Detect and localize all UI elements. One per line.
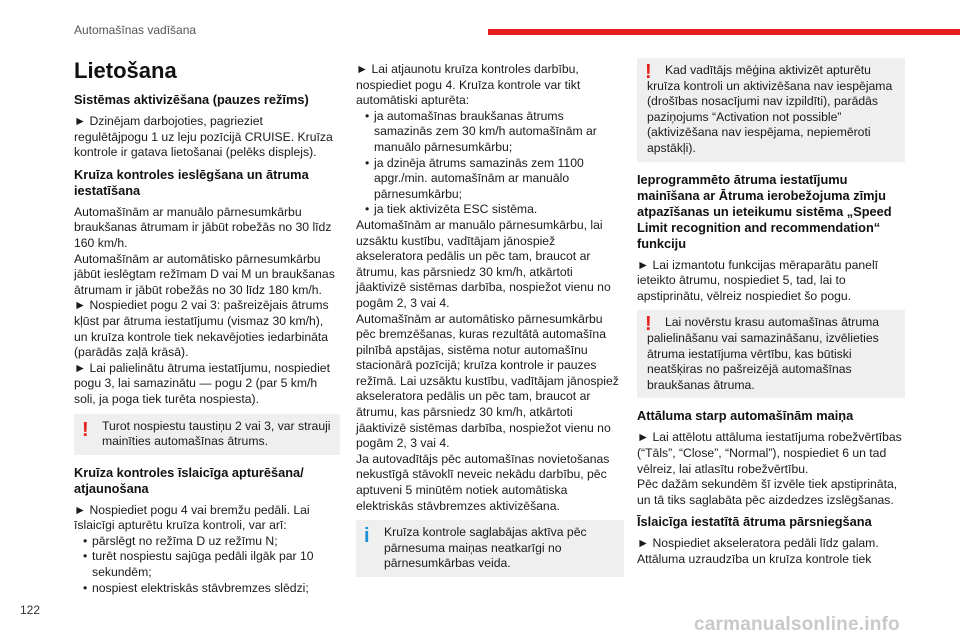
page-title: Lietošana	[74, 58, 177, 83]
warning-icon: !	[645, 61, 652, 83]
heading-activation: Sistēmas aktivizēšana (pauzes režīms)	[74, 92, 309, 107]
list-item: • ja tiek aktivizēta ESC sistēma.	[365, 202, 624, 218]
info-note-memory	[356, 520, 624, 577]
list-item: • ja dzinēja ātrums samazinās zem 1100 apgr./min. automašīnām ar manuālo pārnesumkārbu;	[365, 156, 624, 203]
list-item: • pārslēgt no režīma D uz režīmu N;	[83, 534, 340, 550]
warning-note-text: palielināšanu vai samazināšanu, izvēlieties ātruma iestatījuma vērtību, kas būtiski neatšķiras no pašreizējā automašīnas braukšanas ātruma.	[647, 330, 879, 392]
paragraph-exceed: ► Nospiediet akseleratora pedāli līdz galam. Attāluma uzraudzība un kruīza kontrole tiek	[637, 536, 879, 566]
info-icon: i	[364, 525, 370, 548]
warning-icon: !	[82, 418, 89, 441]
heading-speed-limit: Ieprogrammēto ātruma iestatījumu mainīšana ar Ātruma ierobežojuma zīmju atpazīšanas un ieteikumu sistēma „Speed Limit recognition and recommendation“ funkciju	[637, 171, 892, 251]
column-3	[637, 52, 905, 572]
paragraph-setting: Automašīnām ar manuālo pārnesumkārbu braukšanas ātrumam ir jābūt robežās no 30 līdz 160 km/h. Automašīnām ar automātisko pārnesumkārbu jābūt ieslēgtam režīmam D vai M un braukšanas ātrumam ir jābūt robežās no 30 līdz 180 km/h. ► Nospiediet pogu 2 vai 3: pašreizējais ātrums kļūst par ātruma iestatījumu (vismaz 30 km/h), un kruīza kontrole tiek nekavējoties iedarbināta (parādās zaļā krāsā). ► Lai palielinātu ātruma iestatījumu, nospiediet pogu 3, lai samazinātu — pogu 2 (par 5 km/h soli, ja poga tiek turēta nospiesta).	[74, 204, 335, 406]
paragraph-resume: ► Lai atjaunotu kruīza kontroles darbību, nospiediet pogu 4. Kruīza kontrole var tikt automātiski apturēta:	[356, 62, 581, 108]
warning-note-attempt	[637, 58, 905, 162]
header-accent-bar	[488, 29, 960, 35]
warning-note-firstline: Lai novērstu krasu automašīnas ātruma	[665, 315, 880, 330]
paragraph-transmission: Automašīnām ar manuālo pārnesumkārbu, lai uzsāktu kustību, vadītājam jānospiež akseleratora pedālis un pēc tam, braucot ar ātrumu, kas pārsniedz 30 km/h, atkārtoti jāaktivizē sistēmas darbība, nospiežot vienu no pogām 2, 3 vai 4. Automašīnām ar automātisko pārnesumkārbu pēc bremzēšanas, kuras rezultātā automašīna pilnībā apstājas, sistēma notur automašīnu stacionārā pozīcijā; kruīza kontrole ir pauzes režīmā. Lai uzsāktu kustību, vadītājam jānospiež akseleratora pedālis un pēc tam, braucot ar ātrumu, kas pārsniedz 30 km/h, atkārtoti jāaktivizē sistēmas darbība, nospiežot vienu no pogām 2, 3 vai 4. Ja autovadītājs pēc automašīnas novietošanas nekustīgā stāvoklī neveic nekādu darbību, pēc aptuveni 5 minūtēm notiek automātiska elektriskās stāvbremzes aktivizēšana.	[356, 217, 619, 513]
list-item: • turēt nospiestu sajūga pedāli ilgāk par 10 sekundēm;	[83, 549, 340, 580]
heading-setting: Kruīza kontroles ieslēgšana un ātruma iestatīšana	[74, 166, 309, 198]
paragraph-speed-limit: ► Lai izmantotu funkcijas mēraparātu panelī ieteikto ātrumu, nospiediet 5, tad, lai to apstiprinātu, vēlreiz nospiediet šo pogu.	[637, 257, 879, 303]
warning-icon: !	[645, 313, 652, 336]
info-note-text: Kruīza kontrole saglabājas aktīva pēc pārnesuma maiņas neatkarīgi no pārnesumkārbas veida.	[384, 525, 587, 571]
running-header: Automašīnas vadīšana	[74, 23, 197, 37]
warning-note-firstline: Kad vadītājs mēģina aktivizēt apturētu	[665, 63, 871, 77]
heading-pause: Kruīza kontroles īslaicīga apturēšana/ atjaunošana	[74, 464, 304, 496]
column-1	[74, 52, 340, 596]
column-2	[356, 62, 624, 587]
warning-note-text: kruīza kontroli un aktivizēšana nav iespējama (drošības nosacījumi nav izpildīti), parādās paziņojums “Activation not possible” (aktivizēšana nav iespējama, nepiemēroti apstākļi).	[647, 78, 893, 155]
list-auto-pause	[365, 109, 624, 218]
list-item: • nospiest elektriskās stāvbremzes slēdzi;	[83, 581, 340, 597]
warning-note-hold	[74, 414, 340, 455]
list-pause	[83, 534, 340, 596]
paragraph-pause: ► Nospiediet pogu 4 vai bremžu pedāli. Lai īslaicīgi apturētu kruīza kontroli, var arī:	[74, 502, 310, 533]
warning-note-change	[637, 310, 905, 398]
paragraph-activation: ► Dzinējam darbojoties, pagrieziet regulētājpogu 1 uz leju pozīcijā CRUISE. Kruīza kontrole ir gatava lietošanai (pelēks displejs).	[74, 114, 333, 160]
list-item: • ja automašīnas braukšanas ātrums samazinās zem 30 km/h automašīnām ar manuālo pārnesumkārbu;	[365, 109, 624, 156]
warning-note-text: Turot nospiestu taustiņu 2 vai 3, var strauji mainīties automašīnas ātrums.	[102, 418, 331, 449]
watermark: carmanualsonline.info	[694, 614, 900, 635]
page-number: 122	[20, 603, 41, 617]
heading-distance: Attāluma starp automašīnām maiņa	[637, 408, 854, 424]
paragraph-distance: ► Lai attēlotu attāluma iestatījuma robežvērtības (“Tāls”, “Close”, “Normal”), nospiediet 6 un tad vēlreiz, lai atlasītu robežvērtību. Pēc dažām sekundēm šī izvēle tiek apstiprināta, un tā tiks saglabāta pēc aizdedzes izslēgšanas.	[637, 430, 902, 507]
heading-exceed: Īslaicīga iestatītā ātruma pārsniegšana	[637, 514, 872, 530]
